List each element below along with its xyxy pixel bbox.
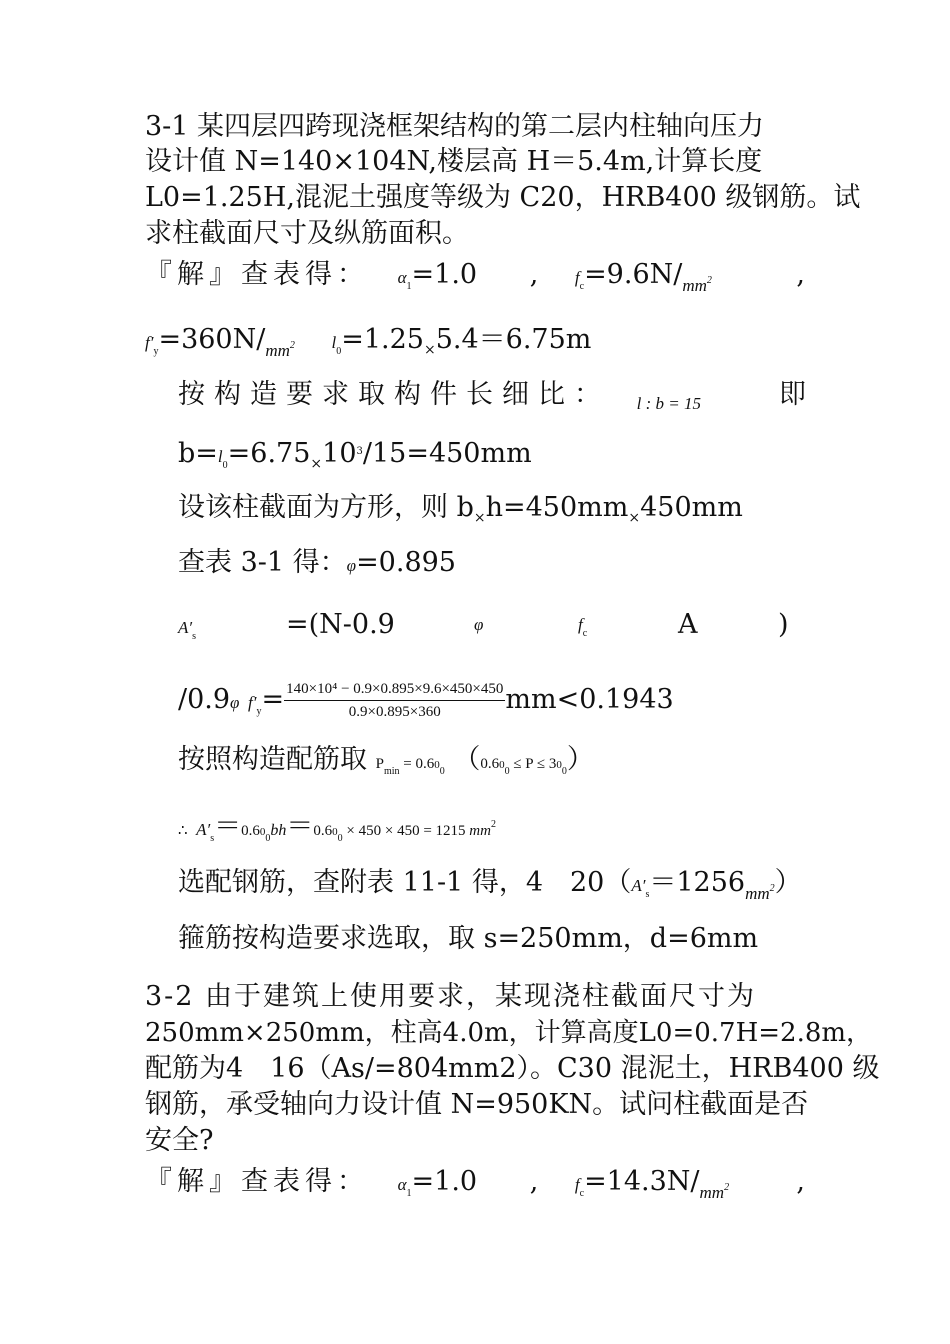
ji-text: 即: [779, 379, 806, 410]
solution-label: 『解』查表得：: [145, 259, 369, 290]
solution-given-line: [145, 258, 805, 304]
as-calc-2: $0.60_0 \times 450 \times 450 = 1215$ $mm^2$: [313, 819, 496, 844]
fraction-denominator: 0.9×0.895×360: [348, 704, 441, 720]
phi-symbol: φ: [346, 556, 357, 575]
rho-line: [178, 743, 594, 789]
square-text-2: h=450mm: [485, 492, 629, 523]
problem-3-1-line-2: 设计值 N=140×104N,楼层高 H＝5.4m,计算长度: [145, 146, 763, 177]
fraction-result: mm<0.1943: [505, 684, 674, 715]
problem-3-2-line-5: 安全?: [145, 1125, 214, 1156]
alpha-value-2: =1.0: [411, 1166, 478, 1197]
as-eq: =(N-0.9: [286, 609, 395, 640]
times-sign-b: ×: [310, 456, 323, 472]
problem-3-1-line-1: 3-1 某四层四跨现浇框架结构的第二层内柱轴向压力: [145, 111, 765, 142]
area-A: A: [678, 609, 698, 640]
fc-value-2: =14.3N/: [584, 1166, 700, 1197]
select-rebar-line: [178, 866, 802, 912]
div-prefix: /0.9: [178, 684, 231, 715]
therefore-symbol: ∴: [178, 823, 188, 839]
eq-a: ＝: [214, 811, 242, 842]
phi-text: 查表 3-1 得：: [178, 547, 347, 578]
alpha-value: =1.0: [411, 259, 478, 290]
square-section-line: [178, 491, 743, 535]
solution-given-line-2: [145, 1165, 805, 1211]
select-close: ）: [774, 867, 802, 898]
range-open: （: [453, 744, 481, 775]
problem-3-2-line-4: 钢筋，承受轴向力设计值 N=950KN。试问柱截面是否: [145, 1089, 809, 1120]
fraction-numerator: 140×10⁴ − 0.9×0.895×9.6×450×450: [284, 680, 505, 701]
times-sign-sq1: ×: [473, 510, 486, 526]
l0-symbol: $l_0$: [331, 333, 342, 357]
as-symbol: $A'_s$: [178, 618, 197, 642]
range-close: ）: [566, 744, 594, 775]
slenderness-ratio: l : b = 15: [636, 394, 701, 413]
square-text-3: 450mm: [640, 492, 743, 523]
l0-value-1: =1.25: [341, 324, 424, 355]
select-text: 选配钢筋，查附表 11-1 得，4 20（: [178, 867, 632, 898]
as-formula-line: [178, 608, 798, 654]
fc-symbol-3: $f_c$: [574, 1175, 585, 1199]
times-sign: ×: [423, 342, 436, 358]
fy-symbol: $f'_y$: [145, 333, 159, 357]
fy-l0-line: [145, 323, 591, 369]
problem-3-1-line-3: L0=1.25H,混泥土强度等级为 C20，HRB400 级钢筋。试: [145, 182, 861, 213]
b-eq-value: =6.75: [227, 438, 311, 469]
select-eq: ＝1256: [649, 867, 746, 898]
fy-unit: mm2: [265, 340, 295, 360]
b-equation-line: [178, 435, 532, 483]
equals: =: [261, 684, 285, 715]
alpha-symbol: $\alpha_1$: [397, 268, 412, 292]
select-unit: mm2: [745, 883, 775, 903]
stirrup-line: 箍筋按构造要求选取，取 s=250mm，d=6mm: [178, 923, 759, 954]
l0-symbol-b: $l_0$: [217, 447, 228, 471]
problem-3-2-line-3: 配筋为4 16（As/=804mm2）。C30 混泥土，HRB400 级: [145, 1053, 880, 1084]
fraction-line: [178, 672, 674, 728]
phi-line: [178, 546, 456, 583]
b-eq-end: /15=450mm: [362, 438, 532, 469]
phi-symbol-2: φ: [474, 615, 484, 634]
problem-3-2-line-2: 250mm×250mm，柱高4.0m，计算高度L0=0.7H=2.8m，: [145, 1018, 873, 1048]
fc-unit: mm2: [682, 275, 712, 295]
comma: ,: [529, 259, 539, 290]
problem-3-2-line-1: 3-2 由于建筑上使用要求，某现浇柱截面尺寸为: [145, 981, 757, 1012]
trailing-comma: ,: [796, 259, 805, 290]
phi-symbol-3: φ: [230, 693, 240, 712]
fy-value: =360N/: [158, 324, 266, 355]
problem-3-1-line-4: 求柱截面尺寸及纵筋面积。: [145, 218, 469, 249]
times-sign-sq2: ×: [628, 510, 641, 526]
b-eq-exp: 3: [356, 446, 363, 457]
square-text-1: 设该柱截面为方形，则 b: [178, 492, 474, 523]
rho-min: $P_{min} = 0.60_0$: [375, 756, 445, 777]
fc-value: =9.6N/: [584, 259, 683, 290]
solution-label-2: 『解』查表得：: [145, 1166, 369, 1197]
rho-range: $0.60_0 \le P \le 30_0$: [480, 756, 567, 777]
as-calc: $0.60_0bh$: [241, 822, 287, 844]
trailing-comma-2: ,: [796, 1166, 805, 1197]
therefore-line: [178, 808, 496, 856]
eq-d: ＝: [286, 811, 314, 842]
l0-value-2: 5.4＝6.75m: [435, 324, 592, 355]
phi-value: =0.895: [356, 547, 456, 578]
fc-symbol: $f_c$: [574, 268, 585, 292]
slenderness-line: [178, 378, 806, 421]
fy-symbol-2: $f'_y$: [248, 693, 262, 717]
b-eq-ten: 10: [322, 438, 357, 469]
close-paren: ): [778, 609, 789, 640]
as-symbol-2: $A'_s$: [196, 820, 215, 844]
slenderness-text: 按构造要求取构件长细比：: [178, 379, 610, 410]
comma-2: ,: [529, 1166, 539, 1197]
as-symbol-3: $A'_s$: [631, 876, 650, 900]
fc-symbol-2: $f_c$: [578, 615, 588, 639]
alpha-symbol-2: $\alpha_1$: [397, 1175, 412, 1199]
fraction: [284, 680, 505, 721]
b-eq-start: b=: [178, 438, 218, 469]
rho-text: 按照构造配筋取: [178, 744, 367, 775]
fc-unit-2: mm2: [699, 1182, 730, 1202]
